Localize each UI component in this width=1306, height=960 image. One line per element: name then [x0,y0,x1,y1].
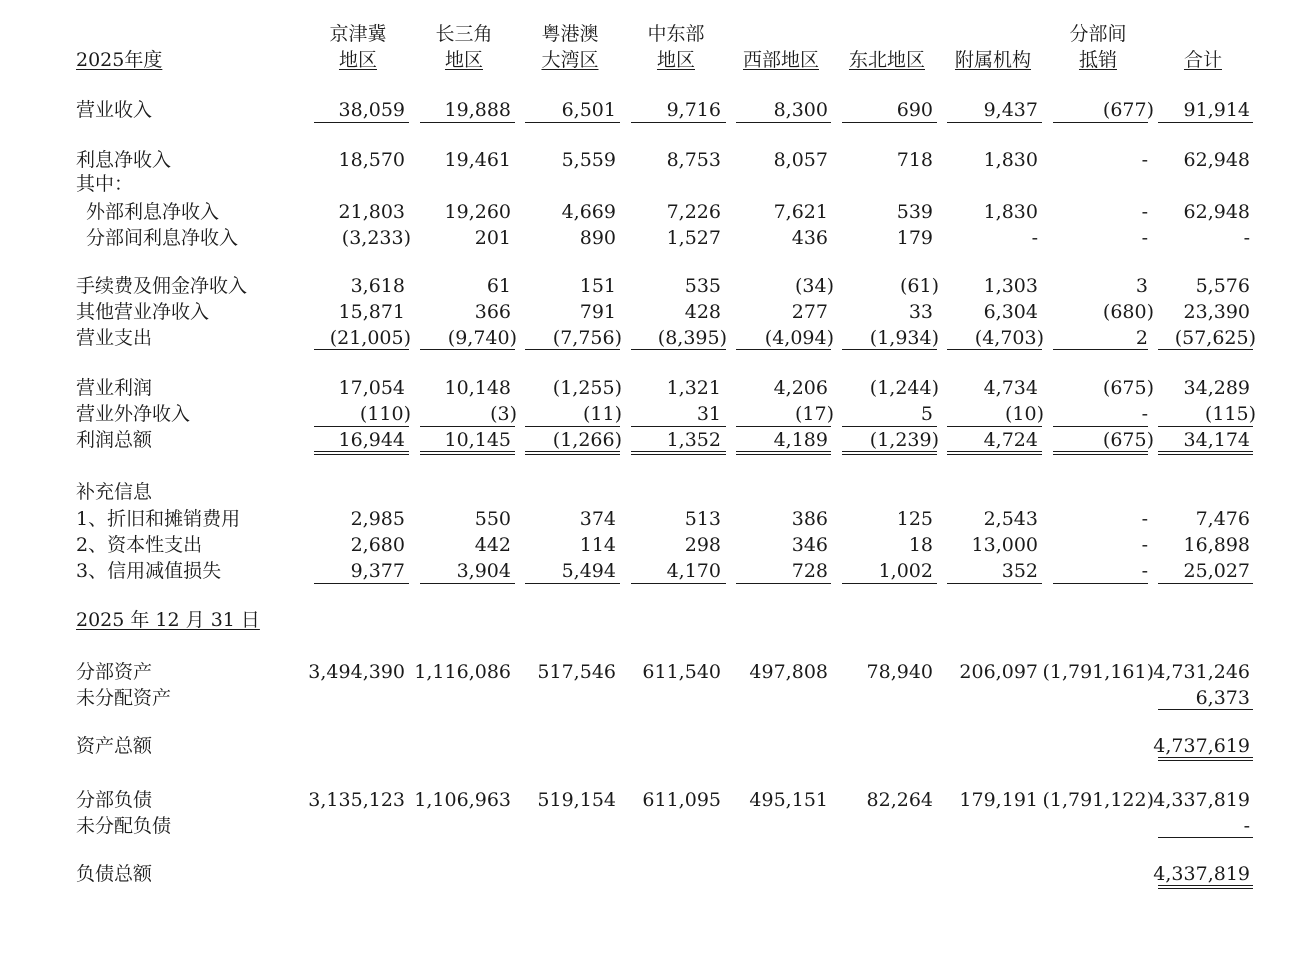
row-label: 3、信用减值损失 [76,560,222,582]
cell-value: 7,226 [666,201,721,223]
cell-value: 91,914 [1183,99,1250,121]
cell-value: (21,005) [329,327,411,349]
cell-value: (3) [490,403,517,425]
cell-value: 539 [896,201,933,223]
column-header-line1: 京津冀 [329,23,387,45]
subtotal-rule [1158,709,1253,710]
row-label: 未分配负债 [76,815,172,837]
cell-value: 2,985 [350,508,405,530]
subtotal-rule [631,122,726,123]
cell-value: 34,289 [1183,377,1250,399]
cell-value: 151 [579,275,616,297]
cell-value: 791 [579,301,616,323]
cell-value: 4,737,619 [1153,735,1250,757]
cell-value: 125 [896,508,933,530]
cell-value: 442 [474,534,511,556]
cell-value: 25,027 [1183,560,1250,582]
cell-value: (8,395) [657,327,727,349]
total-double-rule [1158,757,1253,761]
cell-value: 10,148 [444,377,511,399]
cell-value: 4,170 [666,560,721,582]
column-header-line1: 长三角 [435,23,493,45]
cell-value: 346 [791,534,828,556]
subtotal-rule [1158,837,1253,838]
subtotal-rule [736,349,831,350]
cell-value: 4,189 [773,429,828,451]
column-header-line1: 粤港澳 [541,23,599,45]
column-header-line2: 地区 [444,49,483,71]
cell-value: 19,260 [444,201,511,223]
cell-value: 6,373 [1195,687,1250,709]
cell-value: 519,154 [537,789,616,811]
total-double-rule [947,451,1042,455]
cell-value: 9,716 [666,99,721,121]
cell-value: (677) [1102,99,1154,121]
cell-value: (1,791,161) [1042,661,1154,683]
total-double-rule [842,451,937,455]
cell-value: 728 [791,560,828,582]
cell-value: (3,233) [341,227,411,249]
cell-value: 386 [791,508,828,530]
cell-value: - [1141,149,1148,171]
cell-value: 31 [696,403,721,425]
period-label: 2025年度 [76,49,163,71]
cell-value: 7,621 [773,201,828,223]
cell-value: (1,244) [869,377,939,399]
cell-value: 513 [684,508,721,530]
total-double-rule [631,451,726,455]
cell-value: - [1243,815,1250,837]
cell-value: 1,527 [666,227,721,249]
cell-value: 8,057 [773,149,828,171]
column-header-line2: 抵销 [1078,49,1117,71]
subtotal-rule [947,122,1042,123]
cell-value: (115) [1204,403,1256,425]
cell-value: 690 [896,99,933,121]
row-label: 1、折旧和摊销费用 [76,508,241,530]
subtotal-rule [947,583,1042,584]
cell-value: 8,753 [666,149,721,171]
subtotal-rule [420,122,515,123]
subtotal-rule [947,426,1042,427]
cell-value: 4,731,246 [1153,661,1250,683]
cell-value: 4,724 [983,429,1038,451]
row-label: 手续费及佣金净收入 [76,275,248,297]
cell-value: 8,300 [773,99,828,121]
cell-value: (1,934) [869,327,939,349]
row-label: 负债总额 [76,863,153,885]
total-double-rule [525,451,620,455]
subtotal-rule [1158,122,1253,123]
cell-value: 82,264 [866,789,933,811]
subtotal-rule [947,349,1042,350]
column-header-line2: 合计 [1183,49,1222,71]
cell-value: 201 [474,227,511,249]
cell-value: 15,871 [338,301,405,323]
subtotal-rule [525,583,620,584]
column-header-line2: 西部地区 [742,49,819,71]
subtotal-rule [420,349,515,350]
cell-value: 5 [920,403,933,425]
cell-value: 366 [474,301,511,323]
subtotal-rule [314,122,409,123]
row-label: 外部利息净收入 [86,201,220,223]
subtotal-rule [525,122,620,123]
row-label: 其他营业净收入 [76,301,210,323]
subtotal-rule [420,583,515,584]
subtotal-rule [314,583,409,584]
cell-value: 16,898 [1183,534,1250,556]
cell-value: 3,135,123 [308,789,405,811]
row-label: 资产总额 [76,735,153,757]
subtotal-rule [1053,349,1148,350]
cell-value: 7,476 [1195,508,1250,530]
subtotal-rule [1158,426,1253,427]
cell-value: 5,494 [561,560,616,582]
row-label: 营业支出 [76,327,153,349]
total-double-rule [1158,451,1253,455]
cell-value: 38,059 [338,99,405,121]
cell-value: 17,054 [338,377,405,399]
date-label: 2025 年 12 月 31 日 [76,609,260,631]
cell-value: 19,461 [444,149,511,171]
cell-value: 436 [791,227,828,249]
cell-value: 114 [579,534,616,556]
cell-value: - [1141,403,1148,425]
row-label: 利息净收入 [76,149,172,171]
cell-value: 206,097 [959,661,1038,683]
cell-value: 9,377 [350,560,405,582]
row-label: 营业收入 [76,99,153,121]
cell-value: 13,000 [971,534,1038,556]
column-header-line2: 地区 [656,49,695,71]
cell-value: 61 [486,275,511,297]
cell-value: 2,543 [983,508,1038,530]
cell-value: (7,756) [552,327,622,349]
subtotal-rule [1053,122,1148,123]
cell-value: 611,095 [642,789,721,811]
subtotal-rule [525,426,620,427]
cell-value: 1,002 [878,560,933,582]
cell-value: 1,106,963 [414,789,511,811]
cell-value: 4,337,819 [1153,863,1250,885]
cell-value: 9,437 [983,99,1038,121]
cell-value: 179,191 [959,789,1038,811]
cell-value: 3,494,390 [308,661,405,683]
subtotal-rule [842,349,937,350]
cell-value: 19,888 [444,99,511,121]
row-label: 未分配资产 [76,687,172,709]
cell-value: (11) [582,403,622,425]
cell-value: 3,618 [350,275,405,297]
subtotal-rule [736,426,831,427]
column-header-line1: 分部间 [1069,23,1127,45]
column-header-line2: 地区 [338,49,377,71]
cell-value: - [1141,508,1148,530]
subtotal-rule [631,426,726,427]
cell-value: 62,948 [1183,201,1250,223]
cell-value: 428 [684,301,721,323]
cell-value: 517,546 [537,661,616,683]
cell-value: (675) [1102,377,1154,399]
subtotal-rule [525,349,620,350]
subtotal-rule [1053,583,1148,584]
cell-value: 1,116,086 [414,661,511,683]
cell-value: - [1141,227,1148,249]
row-label: 分部间利息净收入 [86,227,239,249]
row-label: 其中： [76,173,134,195]
cell-value: 890 [579,227,616,249]
cell-value: 5,559 [561,149,616,171]
column-header-line1: 中东部 [647,23,705,45]
cell-value: 33 [908,301,933,323]
cell-value: 18,570 [338,149,405,171]
cell-value: 495,151 [749,789,828,811]
row-label: 2、资本性支出 [76,534,203,556]
cell-value: 1,352 [666,429,721,451]
cell-value: (1,239) [869,429,939,451]
total-double-rule [1158,885,1253,889]
total-double-rule [1053,451,1148,455]
row-label: 分部资产 [76,661,153,683]
cell-value: 4,206 [773,377,828,399]
row-label: 营业利润 [76,377,153,399]
cell-value: - [1141,560,1148,582]
cell-value: 18 [908,534,933,556]
subtotal-rule [842,426,937,427]
cell-value: 10,145 [444,429,511,451]
subtotal-rule [631,349,726,350]
cell-value: (4,094) [764,327,834,349]
cell-value: (57,625) [1174,327,1256,349]
column-header-line2: 东北地区 [848,49,925,71]
subtotal-rule [1053,426,1148,427]
cell-value: (34) [794,275,834,297]
cell-value: - [1243,227,1250,249]
cell-value: 23,390 [1183,301,1250,323]
subtotal-rule [842,122,937,123]
cell-value: 4,669 [561,201,616,223]
cell-value: 4,337,819 [1153,789,1250,811]
cell-value: 550 [474,508,511,530]
cell-value: (110) [359,403,411,425]
cell-value: - [1141,534,1148,556]
row-label: 营业外净收入 [76,403,191,425]
cell-value: 16,944 [338,429,405,451]
subtotal-rule [842,583,937,584]
cell-value: 2 [1135,327,1148,349]
column-header-line2: 大湾区 [541,49,599,71]
cell-value: (61) [899,275,939,297]
cell-value: (9,740) [447,327,517,349]
cell-value: 62,948 [1183,149,1250,171]
cell-value: 21,803 [338,201,405,223]
subtotal-rule [420,426,515,427]
subtotal-rule [314,349,409,350]
subtotal-rule [736,122,831,123]
cell-value: (17) [794,403,834,425]
subtotal-rule [1158,583,1253,584]
total-double-rule [314,451,409,455]
row-label: 分部负债 [76,789,153,811]
cell-value: 1,830 [983,149,1038,171]
cell-value: 352 [1001,560,1038,582]
cell-value: 497,808 [749,661,828,683]
cell-value: 5,576 [1195,275,1250,297]
cell-value: 611,540 [642,661,721,683]
cell-value: 78,940 [866,661,933,683]
cell-value: 2,680 [350,534,405,556]
subtotal-rule [314,426,409,427]
cell-value: 6,304 [983,301,1038,323]
cell-value: 718 [896,149,933,171]
cell-value: 4,734 [983,377,1038,399]
cell-value: (675) [1102,429,1154,451]
cell-value: 179 [896,227,933,249]
cell-value: (1,255) [552,377,622,399]
cell-value: - [1141,201,1148,223]
cell-value: 535 [684,275,721,297]
row-label: 利润总额 [76,429,153,451]
total-double-rule [736,451,831,455]
cell-value: 1,303 [983,275,1038,297]
cell-value: 374 [579,508,616,530]
cell-value: 3 [1135,275,1148,297]
subtotal-rule [631,583,726,584]
cell-value: (4,703) [974,327,1044,349]
cell-value: (10) [1004,403,1044,425]
cell-value: 1,321 [666,377,721,399]
cell-value: 298 [684,534,721,556]
cell-value: 277 [791,301,828,323]
subtotal-rule [1158,349,1253,350]
cell-value: 3,904 [456,560,511,582]
cell-value: (1,791,122) [1042,789,1154,811]
cell-value: (680) [1102,301,1154,323]
row-label: 补充信息 [76,481,153,503]
cell-value: (1,266) [552,429,622,451]
total-double-rule [420,451,515,455]
column-header-line2: 附属机构 [954,49,1031,71]
cell-value: 1,830 [983,201,1038,223]
cell-value: 6,501 [561,99,616,121]
cell-value: - [1031,227,1038,249]
subtotal-rule [736,583,831,584]
cell-value: 34,174 [1183,429,1250,451]
